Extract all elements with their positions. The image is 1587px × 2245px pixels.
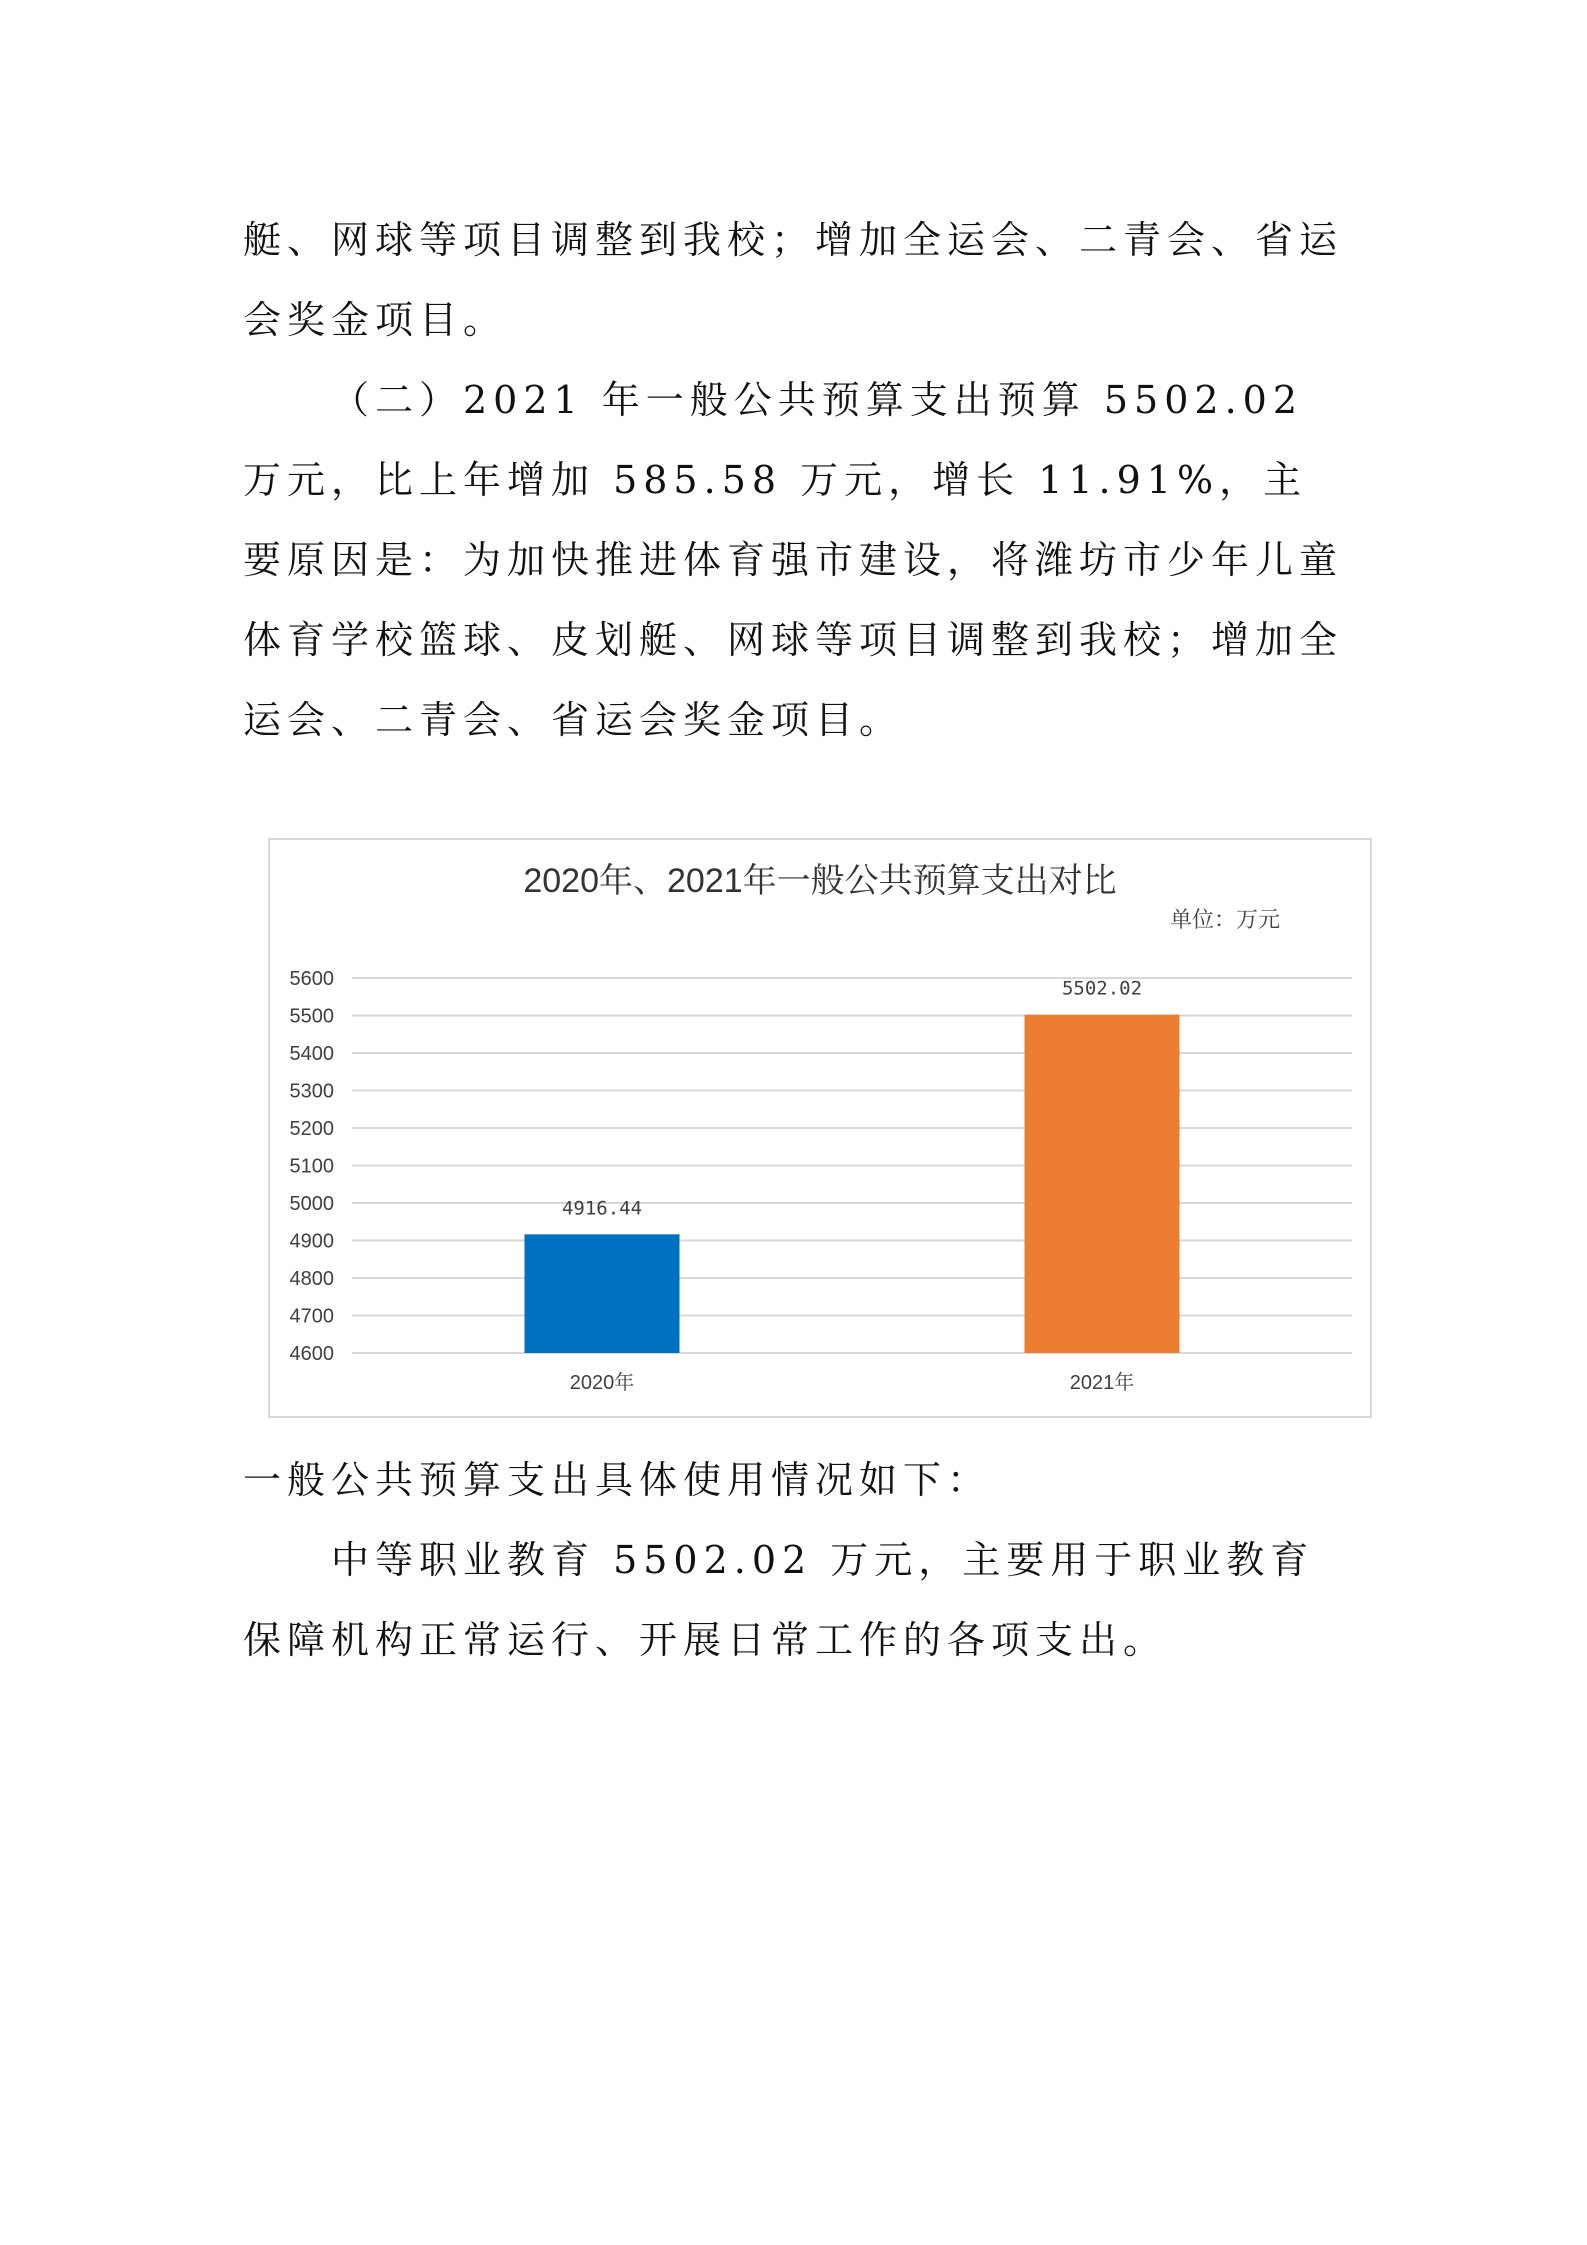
y-tick-label: 5300 <box>289 1080 334 1103</box>
x-axis-categories <box>570 1371 1135 1394</box>
category-label: 2020年 <box>569 1372 635 1394</box>
data-label: 5502.02 <box>1061 977 1143 1000</box>
gridlines <box>352 978 1352 1353</box>
y-tick-label: 5200 <box>289 1118 334 1140</box>
data-label: 4916.44 <box>561 1197 643 1220</box>
paragraph-2: （二）2021 年一般公共预算支出预算 5502.02 万元，比上年增加 585.58 万元，增长 11.91%，主要原因是：为加快推进体育强市建设，将潍坊市少年儿童体育学校篮球、皮划艇、网球等项目调整到我校；增加全运会、二青会、省运会奖金项目。 <box>243 378 1344 742</box>
paragraph-3: 一般公共预算支出具体使用情况如下： <box>243 1458 992 1502</box>
paragraph-4: 中等职业教育 5502.02 万元，主要用于职业教育保障机构正常运行、开展日常工作的各项支出。 <box>243 1538 1315 1662</box>
category-label: 2021年 <box>1069 1372 1135 1394</box>
chart-title: 2020年、2021年一般公共预算支出对比 <box>523 862 1117 900</box>
y-tick-label: 5600 <box>289 968 334 990</box>
y-tick-label: 4900 <box>289 1230 334 1253</box>
y-axis-ticks <box>290 968 335 1365</box>
y-tick-label: 5000 <box>289 1193 334 1215</box>
bar-2020年 <box>525 1234 680 1353</box>
bar-2021年 <box>1025 1015 1180 1353</box>
y-tick-label: 5100 <box>289 1155 334 1178</box>
y-tick-label: 4700 <box>289 1305 334 1328</box>
y-tick-label: 5500 <box>289 1005 334 1028</box>
bars <box>525 1015 1180 1353</box>
y-tick-label: 5400 <box>289 1043 334 1065</box>
chart-unit-label: 单位：万元 <box>1169 908 1280 933</box>
bar-chart <box>270 840 1370 1416</box>
y-tick-label: 4600 <box>289 1343 334 1365</box>
y-tick-label: 4800 <box>289 1268 334 1290</box>
chart-frame <box>268 838 1372 1418</box>
paragraph-1: 艇、网球等项目调整到我校；增加全运会、二青会、省运会奖金项目。 <box>243 218 1344 342</box>
